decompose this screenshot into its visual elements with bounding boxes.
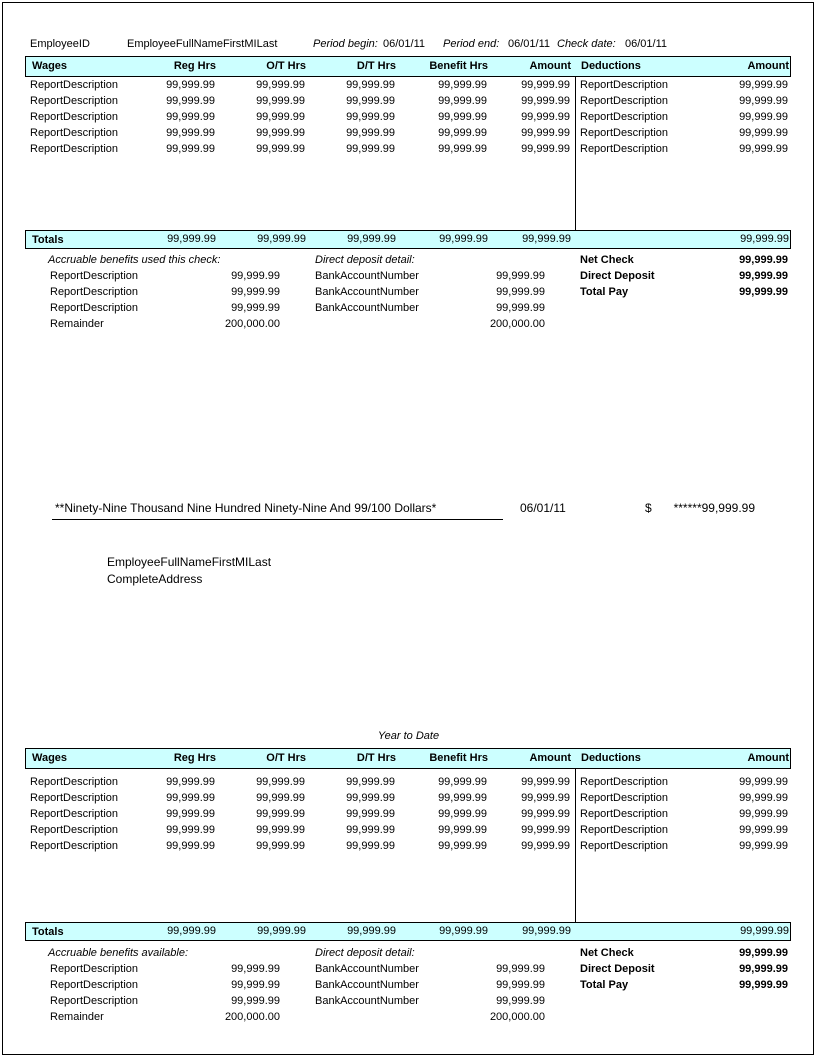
bank-account-number: BankAccountNumber [315,995,419,1007]
currency-symbol: $ [645,501,652,515]
wage-amount: 99,999.99 [521,79,570,91]
deduction-description: ReportDescription [580,792,669,804]
col-ot-hrs: O/T Hrs [266,60,306,72]
totals-label: Totals [32,234,64,246]
wage-dt: 99,999.99 [346,79,395,91]
deduction-amount: 99,999.99 [739,840,788,852]
wage-ot: 99,999.99 [256,95,305,107]
col-ot-hrs: O/T Hrs [266,752,306,764]
wage-reg: 99,999.99 [166,824,215,836]
wage-reg: 99,999.99 [166,111,215,123]
ytd-totals-row [25,922,791,941]
col-amount: Amount [529,752,571,764]
current-detail-row-2 [0,284,817,300]
col-dt-hrs: D/T Hrs [356,60,396,72]
deduction-description: ReportDescription [580,143,669,155]
benefit-value: 99,999.99 [231,270,280,282]
wage-ot: 99,999.99 [256,792,305,804]
deduction-description: ReportDescription [580,824,669,836]
wage-benefit: 99,999.99 [438,776,487,788]
deduction-amount: 99,999.99 [739,95,788,107]
wage-amount: 99,999.99 [521,792,570,804]
deduction-amount: 99,999.99 [739,824,788,836]
deposit-value: 99,999.99 [496,302,545,314]
wage-dt: 99,999.99 [346,824,395,836]
ytd-row-5 [0,838,817,854]
wage-amount: 99,999.99 [521,840,570,852]
wage-dt: 99,999.99 [346,792,395,804]
col-benefit-hrs: Benefit Hrs [429,752,488,764]
wage-reg: 99,999.99 [166,79,215,91]
deduction-amount: 99,999.99 [739,111,788,123]
direct-deposit-value: 99,999.99 [739,963,788,975]
employee-name: EmployeeFullNameFirstMILast [127,38,278,50]
col-benefit-hrs: Benefit Hrs [429,60,488,72]
ytd-row-2 [0,790,817,806]
benefit-description: ReportDescription [50,302,139,314]
col-wages: Wages [32,752,68,764]
current-detail-row-3 [0,300,817,316]
period-begin-value: 06/01/11 [383,38,426,50]
benefit-value: 99,999.99 [231,286,280,298]
check-date-value: 06/01/11 [625,38,668,50]
wage-description: ReportDescription [30,95,119,107]
totals-reg: 99,999.99 [167,233,216,245]
deduction-amount: 99,999.99 [739,808,788,820]
check-date-label: Check date: [557,38,616,50]
totals-ot: 99,999.99 [257,233,306,245]
wage-reg: 99,999.99 [166,143,215,155]
wage-benefit: 99,999.99 [438,808,487,820]
wage-dt: 99,999.99 [346,808,395,820]
wage-dt: 99,999.99 [346,111,395,123]
ytd-row-4 [0,822,817,838]
current-row-5 [0,141,817,157]
wage-benefit: 99,999.99 [438,824,487,836]
payee-name: EmployeeFullNameFirstMILast [107,555,272,569]
direct-deposit-title: Direct deposit detail: [315,254,415,266]
bank-account-number: BankAccountNumber [315,270,419,282]
col-wages: Wages [32,60,68,72]
ytd-detail-row-3 [0,993,817,1009]
benefit-remainder-label: Remainder [50,1011,104,1023]
wage-description: ReportDescription [30,111,119,123]
bank-account-number: BankAccountNumber [315,963,419,975]
wage-ot: 99,999.99 [256,824,305,836]
wage-dt: 99,999.99 [346,127,395,139]
totals-reg: 99,999.99 [167,925,216,937]
check-amount-line [0,500,817,516]
deduction-description: ReportDescription [580,776,669,788]
net-check-value: 99,999.99 [739,254,788,266]
wage-description: ReportDescription [30,143,119,155]
totals-amount: 99,999.99 [522,925,571,937]
wage-ot: 99,999.99 [256,111,305,123]
wage-amount: 99,999.99 [521,824,570,836]
wage-benefit: 99,999.99 [438,143,487,155]
deduction-description: ReportDescription [580,79,669,91]
deduction-description: ReportDescription [580,808,669,820]
wage-benefit: 99,999.99 [438,79,487,91]
current-detail-row-titles [0,252,817,268]
wage-description: ReportDescription [30,808,119,820]
current-detail-row-1 [0,268,817,284]
wage-amount: 99,999.99 [521,111,570,123]
deposit-value: 99,999.99 [496,270,545,282]
deduction-description: ReportDescription [580,127,669,139]
period-end-value: 06/01/11 [508,38,551,50]
wage-reg: 99,999.99 [166,792,215,804]
direct-deposit-label: Direct Deposit [580,963,655,975]
wage-amount: 99,999.99 [521,95,570,107]
wage-ot: 99,999.99 [256,776,305,788]
wage-dt: 99,999.99 [346,776,395,788]
bank-account-number: BankAccountNumber [315,979,419,991]
net-check-label: Net Check [580,254,634,266]
wage-description: ReportDescription [30,840,119,852]
wage-benefit: 99,999.99 [438,792,487,804]
ytd-detail-row-titles [0,945,817,961]
deposit-value: 99,999.99 [496,995,545,1007]
deduction-amount: 99,999.99 [739,143,788,155]
total-pay-label: Total Pay [580,286,629,298]
wage-description: ReportDescription [30,824,119,836]
direct-deposit-title: Direct deposit detail: [315,947,415,959]
wage-benefit: 99,999.99 [438,127,487,139]
check-date: 06/01/11 [520,501,566,515]
deposit-remainder-value: 200,000.00 [489,1011,545,1023]
bank-account-number: BankAccountNumber [315,286,419,298]
deposit-value: 99,999.99 [496,963,545,975]
ytd-row-3 [0,806,817,822]
totals-benefit: 99,999.99 [439,925,488,937]
wage-description: ReportDescription [30,792,119,804]
current-row-2 [0,93,817,109]
wage-benefit: 99,999.99 [438,111,487,123]
deduction-amount: 99,999.99 [739,776,788,788]
benefit-description: ReportDescription [50,979,139,991]
benefit-description: ReportDescription [50,963,139,975]
totals-benefit: 99,999.99 [439,233,488,245]
col-deduction-amount: Amount [747,60,789,72]
benefits-title: Accruable benefits used this check: [48,254,221,266]
deduction-amount: 99,999.99 [739,127,788,139]
col-deductions: Deductions [581,60,641,72]
wage-reg: 99,999.99 [166,95,215,107]
current-detail-row-4 [0,316,817,332]
col-amount: Amount [529,60,571,72]
deposit-remainder-value: 200,000.00 [489,318,545,330]
benefit-description: ReportDescription [50,286,139,298]
totals-deduction-amount: 99,999.99 [740,925,789,937]
net-check-value: 99,999.99 [739,947,788,959]
benefits-title: Accruable benefits available: [48,947,189,959]
wage-ot: 99,999.99 [256,840,305,852]
deduction-amount: 99,999.99 [739,792,788,804]
wage-reg: 99,999.99 [166,127,215,139]
ytd-table-header [25,748,791,769]
wage-description: ReportDescription [30,79,119,91]
amount-words-underline [52,519,503,520]
direct-deposit-label: Direct Deposit [580,270,655,282]
deduction-description: ReportDescription [580,111,669,123]
bank-account-number: BankAccountNumber [315,302,419,314]
ytd-section-title: Year to Date [377,730,440,742]
total-pay-value: 99,999.99 [739,286,788,298]
benefit-description: ReportDescription [50,995,139,1007]
ytd-detail-row-1 [0,961,817,977]
wage-reg: 99,999.99 [166,776,215,788]
payee-name-line [0,554,817,570]
period-begin-label: Period begin: [313,38,378,50]
wage-reg: 99,999.99 [166,808,215,820]
col-dt-hrs: D/T Hrs [356,752,396,764]
benefit-value: 99,999.99 [231,979,280,991]
totals-deduction-amount: 99,999.99 [740,233,789,245]
wage-amount: 99,999.99 [521,808,570,820]
direct-deposit-value: 99,999.99 [739,270,788,282]
benefit-value: 99,999.99 [231,995,280,1007]
current-row-1 [0,77,817,93]
page-border [2,2,814,1055]
totals-ot: 99,999.99 [257,925,306,937]
wage-description: ReportDescription [30,776,119,788]
totals-dt: 99,999.99 [347,925,396,937]
check-amount-numeric: ******99,999.99 [673,501,755,515]
benefit-remainder-value: 200,000.00 [224,318,280,330]
wage-ot: 99,999.99 [256,808,305,820]
total-pay-label: Total Pay [580,979,629,991]
employee-id: EmployeeID [30,38,90,50]
wage-benefit: 99,999.99 [438,95,487,107]
col-reg-hrs: Reg Hrs [173,60,216,72]
wage-amount: 99,999.99 [521,127,570,139]
stub-header-line [0,36,817,52]
wage-dt: 99,999.99 [346,840,395,852]
totals-dt: 99,999.99 [347,233,396,245]
current-table-header [25,56,791,77]
deduction-amount: 99,999.99 [739,79,788,91]
deposit-value: 99,999.99 [496,286,545,298]
wage-dt: 99,999.99 [346,143,395,155]
totals-amount: 99,999.99 [522,233,571,245]
ytd-detail-row-4 [0,1009,817,1025]
col-deductions: Deductions [581,752,641,764]
current-row-4 [0,125,817,141]
totals-label: Totals [32,926,64,938]
wage-amount: 99,999.99 [521,143,570,155]
wage-description: ReportDescription [30,127,119,139]
payee-address: CompleteAddress [107,572,203,586]
wage-ot: 99,999.99 [256,79,305,91]
wage-benefit: 99,999.99 [438,840,487,852]
wage-amount: 99,999.99 [521,776,570,788]
benefit-description: ReportDescription [50,270,139,282]
deduction-description: ReportDescription [580,840,669,852]
deposit-value: 99,999.99 [496,979,545,991]
check-amount-in-words: **Ninety-Nine Thousand Nine Hundred Ninety-Nine And 99/100 Dollars* [55,501,437,515]
wage-ot: 99,999.99 [256,143,305,155]
wage-reg: 99,999.99 [166,840,215,852]
total-pay-value: 99,999.99 [739,979,788,991]
col-reg-hrs: Reg Hrs [173,752,216,764]
benefit-remainder-label: Remainder [50,318,104,330]
col-deduction-amount: Amount [747,752,789,764]
benefit-remainder-value: 200,000.00 [224,1011,280,1023]
benefit-value: 99,999.99 [231,302,280,314]
payee-address-line [0,571,817,587]
wage-dt: 99,999.99 [346,95,395,107]
benefit-value: 99,999.99 [231,963,280,975]
net-check-label: Net Check [580,947,634,959]
period-end-label: Period end: [443,38,500,50]
current-totals-row [25,230,791,249]
current-row-3 [0,109,817,125]
ytd-detail-row-2 [0,977,817,993]
ytd-row-1 [0,774,817,790]
wage-ot: 99,999.99 [256,127,305,139]
deduction-description: ReportDescription [580,95,669,107]
